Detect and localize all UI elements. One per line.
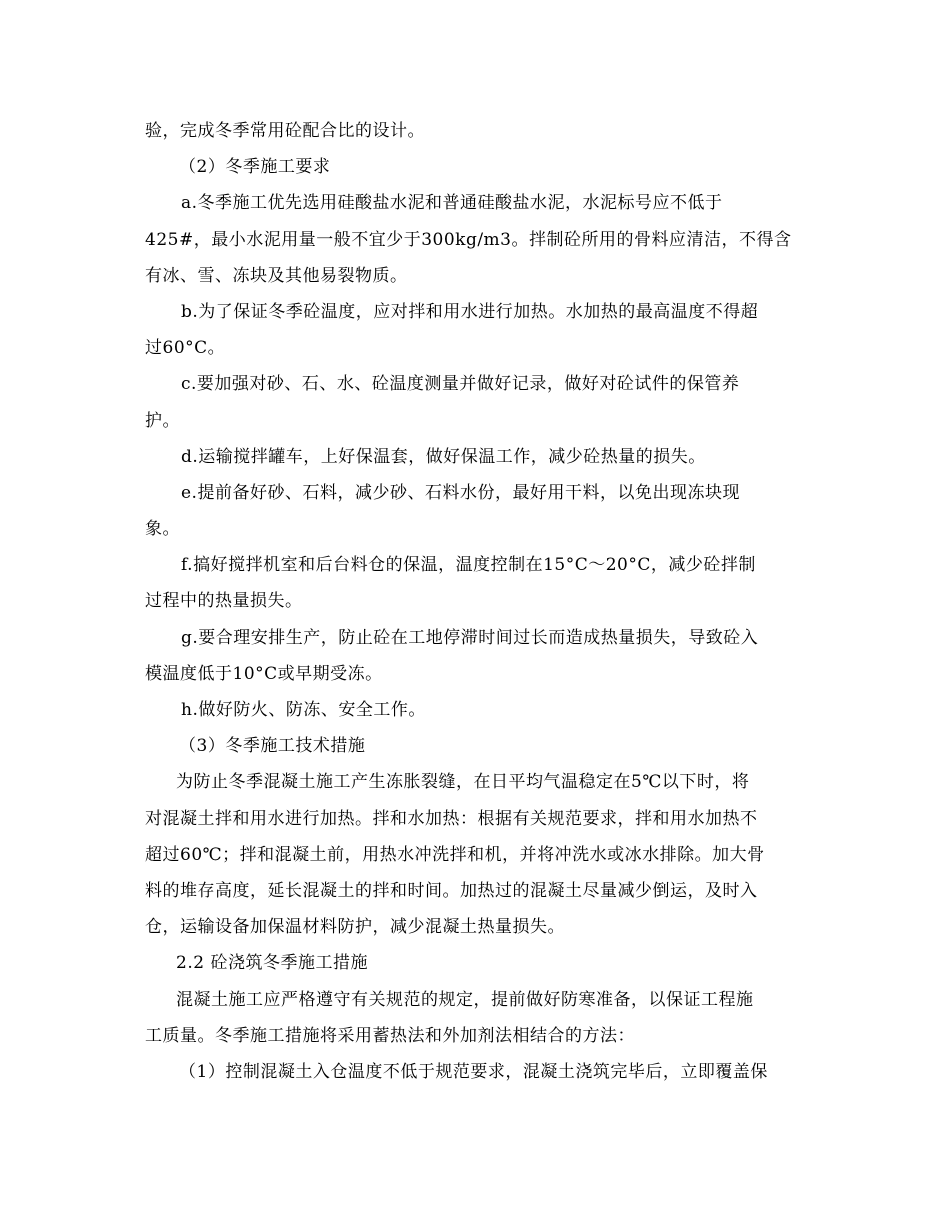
text-line: 仓，运输设备加保温材料防护，减少混凝土热量损失。 <box>145 917 565 938</box>
text-line: 2.2 砼浇筑冬季施工措施 <box>176 953 368 974</box>
text-line: 有冰、雪、冻块及其他易裂物质。 <box>145 265 408 286</box>
text-line: 工质量。冬季施工措施将采用蓄热法和外加剂法相结合的方法： <box>145 1025 635 1046</box>
text-line: b.为了保证冬季砼温度，应对拌和用水进行加热。水加热的最高温度不得超 <box>181 301 759 322</box>
text-line: h.做好防火、防冻、安全工作。 <box>181 700 426 720</box>
text-line: d.运输搅拌罐车，上好保温套，做好保温工作，减少砼热量的损失。 <box>181 446 706 467</box>
text-line: g.要合理安排生产，防止砼在工地停滞时间过长而造成热量损失，导致砼入 <box>181 627 759 648</box>
text-line: 为防止冬季混凝土施工产生冻胀裂缝，在日平均气温稳定在5℃以下时，将 <box>176 772 750 793</box>
text-line: f.搞好搅拌机室和后台料仓的保温，温度控制在15°C～20°C，减少砼拌制 <box>181 555 756 576</box>
text-line: （1）控制混凝土入仓温度不低于规范要求，混凝土浇筑完毕后，立即覆盖保 <box>179 1061 768 1082</box>
text-line: c.要加强对砂、石、水、砼温度测量并做好记录，做好对砼试件的保管养 <box>181 374 740 395</box>
text-line: 超过60℃；拌和混凝土前，用热水冲洗拌和机，并将冲洗水或冰水排除。加大骨 <box>145 844 765 865</box>
document-body <box>145 113 807 1090</box>
text-line: 料的堆存高度，延长混凝土的拌和时间。加热过的混凝土尽量减少倒运，及时入 <box>145 880 758 901</box>
text-line: （2）冬季施工要求 <box>179 157 331 178</box>
text-line: a.冬季施工优先选用硅酸盐水泥和普通硅酸盐水泥，水泥标号应不低于 <box>181 193 723 214</box>
text-line: 象。 <box>145 519 180 540</box>
text-line: 425#，最小水泥用量一般不宜少于300kg/m3。拌制砼所用的骨料应清洁，不得含 <box>145 229 792 250</box>
text-line: e.提前备好砂、石料，减少砂、石料水份，最好用干料，以免出现冻块现 <box>181 482 740 503</box>
text-line: 模温度低于10°C或早期受冻。 <box>145 663 383 684</box>
text-line: 过60°C。 <box>145 338 226 359</box>
text-line: 护。 <box>145 410 180 431</box>
text-line: 混凝土施工应严格遵守有关规范的规定，提前做好防寒准备，以保证工程施 <box>176 989 754 1010</box>
text-line: 验，完成冬季常用砼配合比的设计。 <box>145 121 425 141</box>
text-line: （3）冬季施工技术措施 <box>179 736 366 757</box>
text-line: 过程中的热量损失。 <box>145 591 303 612</box>
text-line: 对混凝土拌和用水进行加热。拌和水加热：根据有关规范要求，拌和用水加热不 <box>145 808 758 829</box>
